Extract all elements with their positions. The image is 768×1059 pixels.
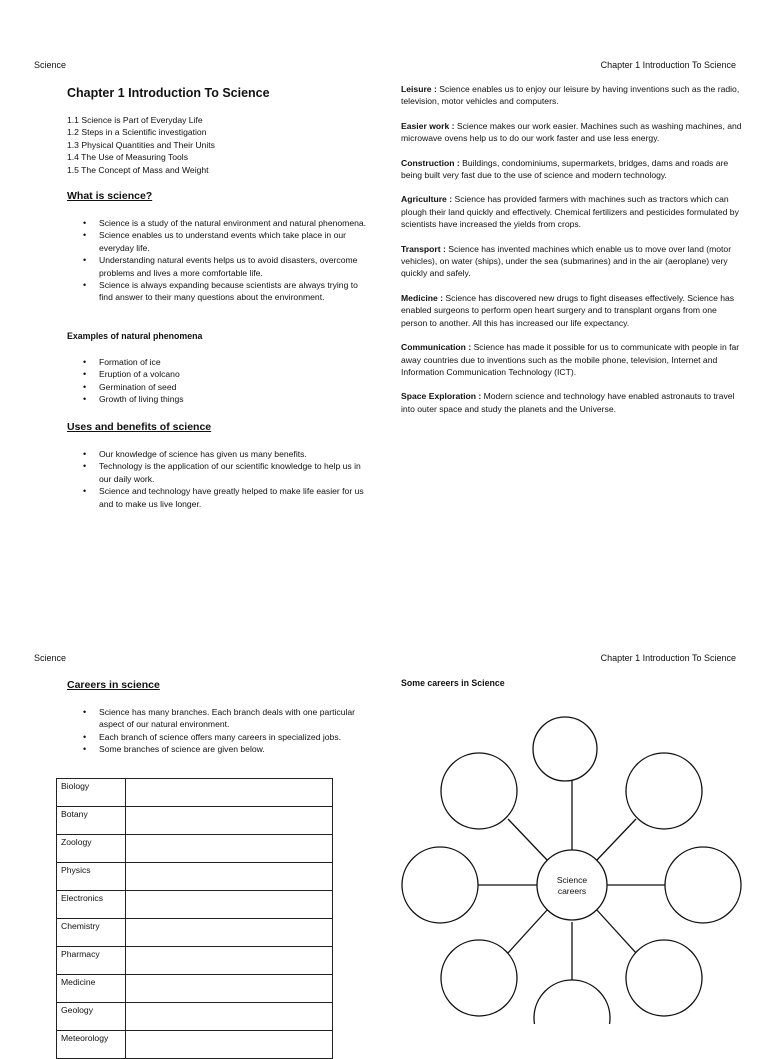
career-circle xyxy=(665,847,741,923)
center-circle xyxy=(537,850,607,920)
paragraph-space-exploration: Space Exploration : Modern science and technology have enabled astronauts to travel into outer space and study the planets and the Universe. xyxy=(401,391,735,414)
paragraph-construction: Construction : Buildings, condominiums, supermarkets, bridges, dams and roads are being built very fast due to the use of science and modern technology. xyxy=(401,157,729,181)
toc-item: 1.4 The Use of Measuring Tools xyxy=(67,152,189,163)
spoke-line xyxy=(508,819,548,861)
career-circle xyxy=(534,980,610,1024)
list-item: • Science is always expanding because scientists are always trying to find answer to their many questions about the environment. xyxy=(67,279,372,304)
examples-heading: Examples of natural phenomena xyxy=(67,331,203,341)
table-row xyxy=(57,1031,333,1059)
list-item: • Growth of living things xyxy=(67,393,372,405)
center-label-line1: Science xyxy=(556,875,588,885)
toc-item: 1.1 Science is Part of Everyday Life xyxy=(67,115,203,125)
branch-name: Chemistry xyxy=(57,919,126,947)
list-item: • Science is a study of the natural environment and natural phenomena. xyxy=(67,217,372,229)
branch-name: Physics xyxy=(57,863,126,891)
paragraph-easier-work: Easier work : Science makes our work easier. Machines such as washing machines, and microwave ovens help us to do our work faster and use less energy. xyxy=(401,120,742,144)
list-item: • Formation of ice xyxy=(67,356,372,368)
career-circle xyxy=(533,717,597,781)
list-item: • Science enables us to understand events which take place in our everyday life. xyxy=(67,229,372,254)
paragraph-medicine: Medicine : Science has discovered new drugs to fight diseases effectively. Science has enabled surgeons to perform open heart surgery and to transplant organs from one person to another. All this has increased our life expectancy. xyxy=(401,292,735,328)
list-item: • Science has many branches. Each branch deals with one particular aspect of our natural environment. xyxy=(67,706,372,731)
list-item: • Some branches of science are given below. xyxy=(67,743,372,755)
page2-header-left: Science xyxy=(34,653,67,663)
branch-name: Pharmacy xyxy=(57,947,126,975)
center-label-line2: careers xyxy=(557,886,587,896)
spoke-line xyxy=(596,819,636,861)
diagram-title: Some careers in Science xyxy=(401,678,505,688)
branch-name: Botany xyxy=(57,807,126,835)
branch-name: Geology xyxy=(57,1003,126,1031)
paragraph-communication: Communication : Science has made it possible for us to communicate with people in far away countries due to inventions such as the mobile phone, television, Internet and Information Communication Technology (ICT). xyxy=(401,342,740,377)
spoke-line xyxy=(596,909,636,953)
toc-item: 1.3 Physical Quantities and Their Units xyxy=(67,139,215,150)
list-item: • Science and technology have greatly helped to make life easier for us and to make us live longer. xyxy=(67,485,372,510)
paragraph-transport: Transport : Science has invented machines which enable us to move over land (motor vehicles), on water (ships), under the sea (submarines) and in the air (aeroplane) very quickly and safely. xyxy=(401,243,732,279)
toc-item: 1.5 The Concept of Mass and Weight xyxy=(67,164,209,175)
career-circle xyxy=(441,940,517,1016)
page2-header-right: Chapter 1 Introduction To Science xyxy=(600,653,736,663)
list-item: • Technology is the application of our scientific knowledge to help us in our daily work. xyxy=(67,460,372,485)
branch-name: Electronics xyxy=(57,891,126,919)
spoke-line xyxy=(508,909,548,953)
branch-name: Biology xyxy=(57,779,126,807)
career-circle xyxy=(626,940,702,1016)
list-item: • Understanding natural events helps us to avoid disasters, overcome problems and lives a more comfortable life. xyxy=(67,254,372,279)
careers-heading: Careers in science xyxy=(67,679,160,691)
page1-header-left: Science xyxy=(34,60,67,70)
list-item: • Germination of seed xyxy=(67,381,372,393)
list-item: • Each branch of science offers many careers in specialized jobs. xyxy=(67,731,372,743)
paragraph-leisure: Leisure : Science enables us to enjoy our leisure by having inventions such as the radio, television, motor vehicles and computers. xyxy=(401,84,740,107)
branch-name: Meteorology xyxy=(57,1031,126,1059)
branch-blank xyxy=(126,1031,333,1059)
list-item: • Eruption of a volcano xyxy=(67,368,372,380)
chapter-title: Chapter 1 Introduction To Science xyxy=(67,86,270,100)
uses-heading: Uses and benefits of science xyxy=(67,421,212,433)
list-item: • Our knowledge of science has given us many benefits. xyxy=(67,448,372,460)
page1-header-right: Chapter 1 Introduction To Science xyxy=(600,60,736,70)
career-circle xyxy=(626,753,702,829)
career-circle xyxy=(441,753,517,829)
toc-item: 1.2 Steps in a Scientific investigation xyxy=(67,127,207,138)
branch-name: Medicine xyxy=(57,975,126,1003)
branch-name: Zoology xyxy=(57,835,126,863)
career-circle xyxy=(402,847,478,923)
what-is-science-heading: What is science? xyxy=(67,190,153,202)
paragraph-agriculture: Agriculture : Science has provided farmers with machines such as tractors which can plough their land quickly and effectively. Chemical fertilizers and pesticides formulated by scientists have increased the yields from crops. xyxy=(401,194,739,230)
